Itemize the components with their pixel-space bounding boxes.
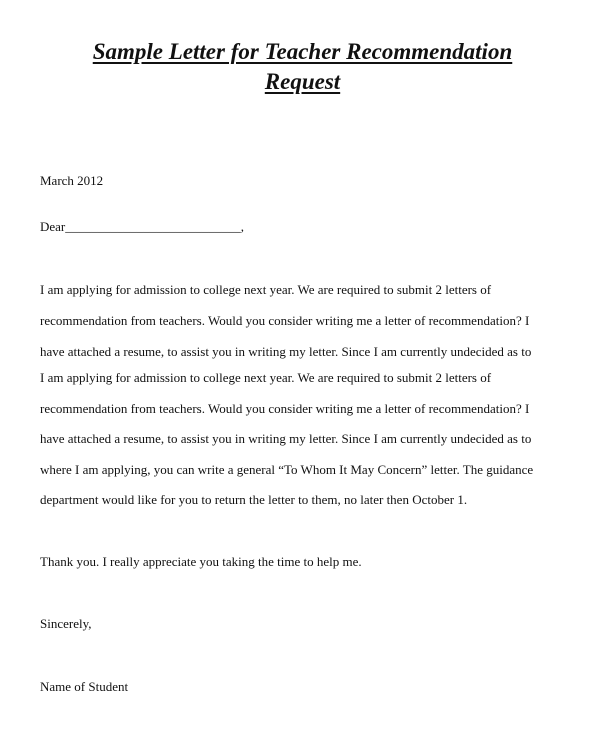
body-line: recommendation from teachers. Would you consider writing me a letter of recommendation? I: [40, 313, 530, 328]
body-line: have attached a resume, to assist you in writing my letter. Since I am currently undecided as to: [40, 344, 532, 359]
letter-signature: Name of Student: [40, 679, 129, 694]
body-line: recommendation from teachers. Would you consider writing me a letter of recommendation? I: [40, 401, 530, 416]
letter-date: March 2012: [40, 173, 104, 188]
body-line: where I am applying, you can write a general “To Whom It May Concern” letter. The guidance: [40, 462, 534, 477]
letter-title-line-2: Request: [264, 69, 341, 94]
letter-salutation: Dear___________________________,: [40, 219, 245, 234]
body-line: I am applying for admission to college next year. We are required to submit 2 letters of: [40, 370, 492, 385]
letter-closing: Sincerely,: [40, 616, 92, 631]
body-line: department would like for you to return the letter to them, no later then October 1.: [40, 492, 468, 507]
letter-title-line-1: Sample Letter for Teacher Recommendation: [92, 39, 513, 64]
letter-thanks: Thank you. I really appreciate you taking the time to help me.: [40, 554, 362, 569]
body-line: I am applying for admission to college next year. We are required to submit 2 letters of: [40, 282, 492, 297]
body-line: have attached a resume, to assist you in writing my letter. Since I am currently undecided as to: [40, 431, 532, 446]
